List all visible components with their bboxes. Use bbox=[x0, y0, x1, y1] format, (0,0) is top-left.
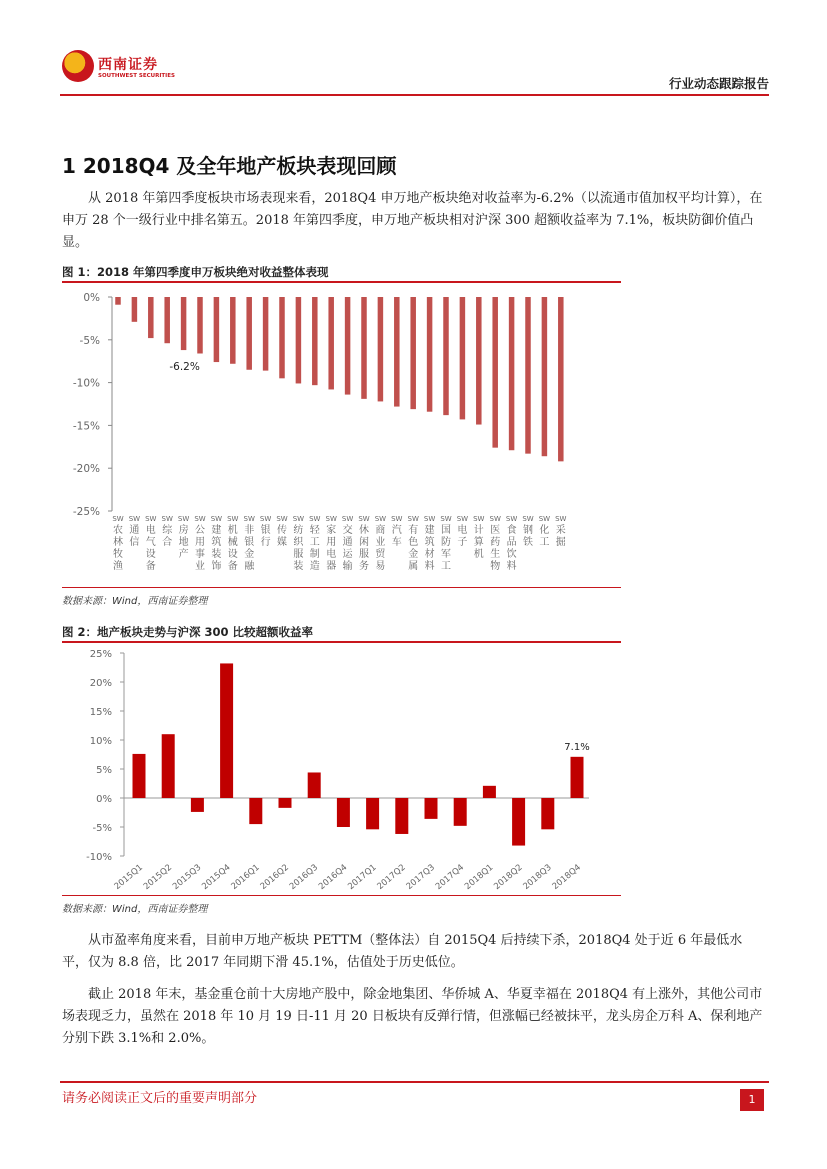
bar bbox=[263, 297, 269, 371]
header-divider bbox=[60, 94, 769, 96]
figure2-chart bbox=[62, 644, 621, 894]
x-tick-label: SW 建筑装饰 bbox=[210, 515, 223, 572]
bar bbox=[164, 297, 170, 343]
y-tick-label: 20% bbox=[89, 678, 112, 689]
x-tick-label: 2016Q2 bbox=[258, 862, 291, 892]
bar bbox=[220, 663, 233, 798]
bar bbox=[246, 297, 252, 370]
bar bbox=[191, 798, 204, 812]
x-tick-label: SW 建筑材料 bbox=[423, 515, 436, 572]
x-tick-label: SW 商业贸易 bbox=[374, 515, 387, 572]
y-tick-label: -10% bbox=[72, 377, 100, 390]
fund-paragraph: 截止 2018 年末，基金重仓前十大房地产股中，除金地集团、华侨城 A、华夏幸福在 2018Q4 有上涨外，其他公司市场表现乏力，虽然在 2018 年 10 月 19 日-11 月 20 日板块有反弹行情，但涨幅已经被抹平，龙头房企万科 A、保利地产分别下跌 3.1%和 2.0%。 bbox=[62, 987, 763, 1046]
figure1-chart bbox=[62, 284, 621, 586]
bar bbox=[492, 297, 498, 448]
bar bbox=[312, 297, 318, 385]
bar bbox=[197, 297, 203, 353]
bar-annotation: 7.1% bbox=[564, 741, 590, 753]
bar bbox=[512, 798, 525, 846]
bar bbox=[410, 297, 416, 409]
bar bbox=[162, 734, 175, 798]
figure2-source: 数据来源：Wind，西南证券整理 bbox=[62, 904, 208, 915]
logo-cn-text: 西南证券 bbox=[98, 57, 158, 73]
y-tick-label: 5% bbox=[96, 765, 112, 776]
logo-emblem-icon bbox=[62, 50, 94, 82]
x-tick-label: SW 机械设备 bbox=[227, 515, 239, 572]
y-tick-label: -15% bbox=[72, 420, 100, 433]
x-tick-label: SW 医药生物 bbox=[489, 515, 501, 572]
bar bbox=[454, 798, 467, 826]
x-tick-label: SW 银行 bbox=[259, 515, 272, 548]
footer-disclaimer: 请务必阅读正文后的重要声明部分 bbox=[62, 1091, 258, 1106]
x-tick-label: 2017Q3 bbox=[404, 862, 437, 892]
y-tick-label: 10% bbox=[89, 736, 112, 747]
bar bbox=[279, 297, 285, 378]
y-tick-label: 15% bbox=[89, 707, 112, 718]
bar bbox=[230, 297, 236, 364]
x-tick-label: 2018Q4 bbox=[550, 862, 583, 892]
x-tick-label: 2018Q2 bbox=[492, 862, 525, 892]
x-tick-label: SW 汽车 bbox=[391, 515, 403, 548]
y-tick-label: -25% bbox=[72, 506, 100, 518]
figure1-source: 数据来源：Wind，西南证券整理 bbox=[62, 596, 208, 607]
x-tick-label: SW 轻工制造 bbox=[309, 515, 321, 572]
logo-en-text: SOUTHWEST SECURITIES bbox=[98, 73, 175, 79]
figure1-rule bbox=[62, 281, 621, 283]
x-tick-label: SW 通信 bbox=[128, 515, 141, 548]
section-title: 1 2018Q4 及全年地产板块表现回顾 bbox=[62, 154, 397, 178]
bar bbox=[460, 297, 466, 419]
x-tick-label: SW 电气设备 bbox=[145, 515, 157, 572]
x-tick-label: SW 休闲服务 bbox=[358, 515, 370, 572]
y-tick-label: -20% bbox=[72, 463, 100, 476]
report-type: 行业动态跟踪报告 bbox=[668, 76, 769, 91]
x-tick-label: SW 综合 bbox=[161, 515, 173, 548]
bar bbox=[476, 297, 482, 425]
pe-paragraph: 从市盈率角度来看，目前申万地产板块 PETTM（整体法）自 2015Q4 后持续下杀，2018Q4 处于近 6 年最低水平，仅为 8.8 倍，比 2017 年同期下滑 45.1%，估值处于历史低位。 bbox=[62, 933, 743, 970]
bar bbox=[571, 757, 584, 798]
bar bbox=[558, 297, 564, 461]
x-tick-label: 2015Q3 bbox=[171, 862, 204, 892]
figure2-bottom-rule bbox=[62, 895, 621, 896]
x-tick-label: 2015Q2 bbox=[141, 862, 175, 892]
x-tick-label: SW 化工 bbox=[538, 515, 551, 548]
bar bbox=[214, 297, 220, 362]
x-tick-label: SW 食品饮料 bbox=[505, 515, 518, 572]
bar bbox=[483, 786, 496, 798]
x-tick-label: SW 交通运输 bbox=[341, 515, 354, 572]
x-tick-label: SW 非银金融 bbox=[243, 515, 255, 572]
x-tick-label: SW 家用电器 bbox=[325, 515, 337, 572]
bar bbox=[542, 297, 548, 456]
x-tick-label: SW 传媒 bbox=[276, 515, 288, 548]
x-tick-label: 2017Q4 bbox=[433, 862, 467, 892]
intro-paragraph: 从 2018 年第四季度板块市场表现来看，2018Q4 申万地产板块绝对收益率为-6.2%（以流通市值加权平均计算），在申万 28 个一级行业中排名第五。2018 年第四季度，申万地产板块相对沪深 300 超额收益率为 7.1%，板块防御价值凸显。 bbox=[62, 191, 763, 250]
y-tick-label: -5% bbox=[79, 334, 100, 347]
bar bbox=[427, 297, 433, 412]
x-tick-label: 2018Q3 bbox=[521, 862, 554, 892]
bar bbox=[395, 798, 408, 834]
x-tick-label: 2015Q4 bbox=[200, 862, 233, 892]
x-tick-label: 2016Q4 bbox=[317, 862, 350, 892]
x-tick-label: 2017Q2 bbox=[375, 862, 408, 892]
x-tick-label: SW 纺织服装 bbox=[292, 515, 305, 572]
bar bbox=[132, 297, 138, 322]
footer-divider bbox=[60, 1081, 769, 1083]
bar bbox=[133, 754, 146, 798]
bar bbox=[366, 798, 379, 829]
bar bbox=[541, 798, 554, 829]
x-tick-label: SW 公用事业 bbox=[194, 515, 206, 572]
bar bbox=[308, 772, 321, 798]
x-tick-label: SW 电子 bbox=[456, 515, 469, 548]
figure1-title: 图 1：2018 年第四季度申万板块绝对收益整体表现 bbox=[62, 265, 329, 279]
x-tick-label: SW 有色金属 bbox=[407, 515, 419, 572]
x-tick-label: 2016Q1 bbox=[229, 862, 262, 892]
x-tick-label: SW 国防军工 bbox=[440, 515, 452, 572]
bar bbox=[443, 297, 449, 415]
page-number: 1 bbox=[740, 1089, 764, 1111]
bar bbox=[378, 297, 384, 401]
x-tick-label: SW 钢铁 bbox=[522, 515, 534, 548]
x-tick-label: 2018Q1 bbox=[463, 862, 496, 892]
bar bbox=[181, 297, 187, 350]
bar bbox=[394, 297, 400, 407]
bar bbox=[279, 798, 292, 808]
x-tick-label: 2016Q3 bbox=[287, 862, 321, 892]
y-tick-label: -10% bbox=[86, 852, 112, 863]
bar bbox=[328, 297, 334, 389]
company-logo bbox=[62, 48, 182, 88]
bar bbox=[345, 297, 351, 395]
bar bbox=[296, 297, 302, 383]
bar-annotation: -6.2% bbox=[169, 361, 200, 374]
bar bbox=[425, 798, 438, 819]
y-tick-label: 25% bbox=[89, 649, 112, 660]
x-tick-label: SW 农林牧渔 bbox=[112, 515, 124, 572]
bar bbox=[509, 297, 514, 450]
bar bbox=[337, 798, 350, 827]
bar bbox=[525, 297, 531, 454]
x-tick-label: SW 计算机 bbox=[473, 515, 485, 560]
figure1-bottom-rule bbox=[62, 587, 621, 588]
figure2-rule bbox=[62, 641, 621, 643]
y-tick-label: 0% bbox=[96, 794, 112, 805]
y-tick-label: 0% bbox=[83, 292, 100, 304]
x-tick-label: 2015Q1 bbox=[112, 862, 145, 892]
figure2-title: 图 2：地产板块走势与沪深 300 比较超额收益率 bbox=[62, 625, 314, 639]
x-tick-label: SW 房地产 bbox=[177, 515, 190, 560]
x-tick-label: 2017Q1 bbox=[346, 862, 379, 892]
y-tick-label: -5% bbox=[92, 823, 112, 834]
bar bbox=[115, 297, 121, 305]
bar bbox=[249, 798, 262, 824]
bar bbox=[361, 297, 367, 399]
x-tick-label: SW 采掘 bbox=[555, 515, 567, 548]
bar bbox=[148, 297, 154, 338]
